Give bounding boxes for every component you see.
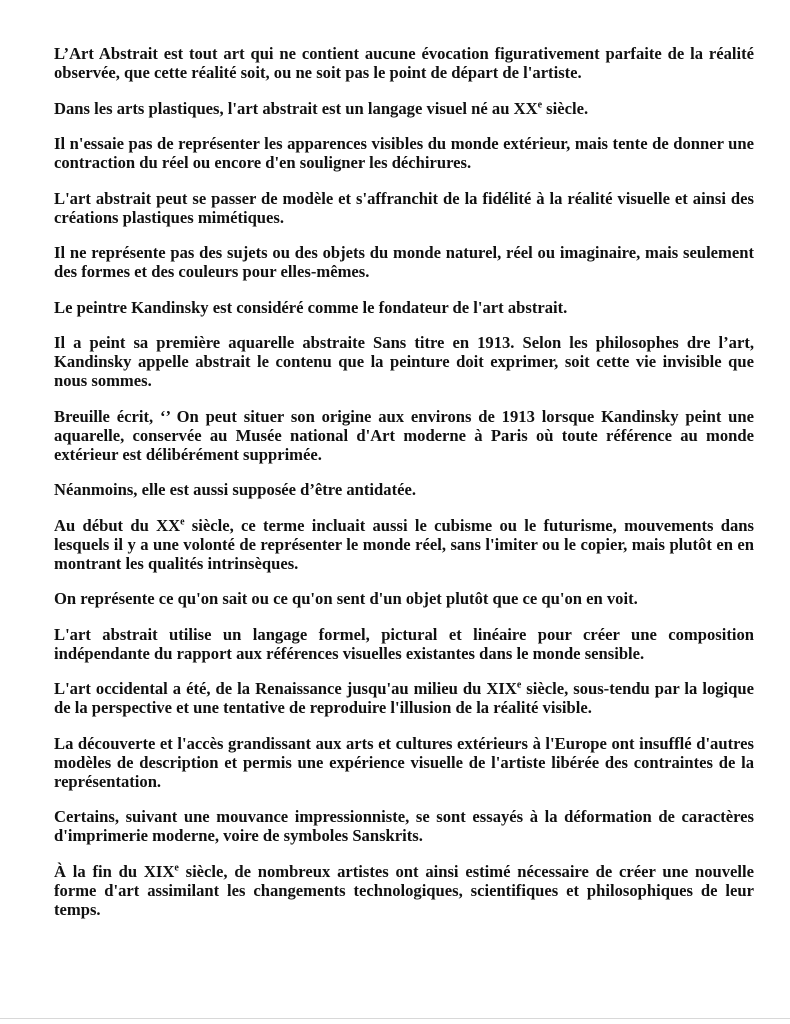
text-run: Certains, suivant une mouvance impressionniste, se sont essayés à la déformation de caractères d'imprimerie moderne, voire de symboles Sanskrits. — [54, 807, 754, 845]
page-bottom-rule — [0, 1018, 790, 1019]
paragraph — [54, 807, 754, 845]
text-run: L'art abstrait peut se passer de modèle et s'affranchit de la fidélité à la réalité visuelle et ainsi des créations plastiques mimétiques. — [54, 188, 754, 227]
paragraph — [54, 516, 754, 573]
paragraph — [54, 625, 754, 663]
paragraph — [54, 407, 754, 464]
text-run: On représente ce qu'on sait ou ce qu'on sent d'un objet plutôt que ce qu'on en voit. — [54, 589, 638, 608]
paragraph — [54, 99, 754, 118]
text-run: La découverte et l'accès grandissant aux arts et cultures extérieurs à l'Europe ont insufflé d'autres modèles de description et permis une expérience visuelle de l'artiste libérée des contraintes de la représentation. — [54, 733, 754, 791]
paragraph — [54, 480, 754, 499]
text-run: L'art occidental a été, de la Renaissance jusqu'au milieu du XIX — [54, 679, 517, 698]
text-run: siècle, ce terme incluait aussi le cubisme ou le futurisme, mouvements dans lesquels il y a une volonté de représenter le monde réel, sans l'imiter ou le copier, mais plutôt en en montrant les qualités intrinsèques. — [54, 515, 754, 573]
paragraph — [54, 862, 754, 919]
text-run: siècle. — [542, 98, 589, 118]
paragraph — [54, 589, 754, 608]
document-body — [54, 44, 754, 935]
paragraph — [54, 134, 754, 172]
paragraph — [54, 243, 754, 281]
text-run: siècle, de nombreux artistes ont ainsi estimé nécessaire de créer une nouvelle forme d'art assimilant les changements technologiques, scientifiques et philosophiques de leur temps. — [54, 861, 755, 919]
paragraph — [54, 734, 754, 791]
text-run: À la fin du XIX — [54, 861, 175, 881]
paragraph — [54, 44, 754, 82]
text-run: Néanmoins, elle est aussi supposée d’être antidatée. — [54, 480, 416, 499]
text-run: Au début du XX — [54, 515, 181, 535]
text-run: L’Art Abstrait est tout art qui ne contient aucune évocation figurativement parfaite de la réalité observée, que cette réalité soit, ou ne soit pas le point de départ de l'artiste. — [54, 44, 754, 82]
text-run: Breuille écrit, ‘’ On peut situer son origine aux environs de 1913 lorsque Kandinsky peint une aquarelle, conservée au Musée national d'Art moderne à Paris où toute référence au monde extérieur est délibérément supprimée. — [54, 406, 754, 464]
text-run: Dans les arts plastiques, l'art abstrait est un langage visuel né au XX — [54, 98, 538, 118]
superscript: e — [180, 515, 185, 527]
paragraph — [54, 189, 754, 227]
text-run: Il ne représente pas des sujets ou des objets du monde naturel, réel ou imaginaire, mais seulement des formes et des couleurs pour elles-mêmes. — [54, 243, 754, 281]
text-run: Le peintre Kandinsky est considéré comme le fondateur de l'art abstrait. — [54, 297, 568, 317]
text-run: Il n'essaie pas de représenter les apparences visibles du monde extérieur, mais tente de donner une contraction du réel ou encore d'en souligner les déchirures. — [54, 134, 754, 172]
paragraph — [54, 679, 754, 717]
paragraph — [54, 333, 754, 390]
paragraph — [54, 298, 754, 317]
text-run: Il a peint sa première aquarelle abstraite Sans titre en 1913. Selon les philosophes dre l’art, Kandinsky appelle abstrait le contenu que la peinture doit exprimer, soit cette vie invisible que nous sommes. — [54, 333, 754, 390]
superscript: e — [174, 861, 179, 873]
superscript: e — [516, 679, 522, 691]
superscript: e — [537, 98, 543, 110]
text-run: siècle, sous-tendu par la logique de la perspective et une tentative de reproduire l'illusion de la réalité visible. — [54, 679, 754, 717]
text-run: L'art abstrait utilise un langage formel, pictural et linéaire pour créer une composition indépendante du rapport aux références visuelles existantes dans le monde sensible. — [54, 624, 754, 663]
